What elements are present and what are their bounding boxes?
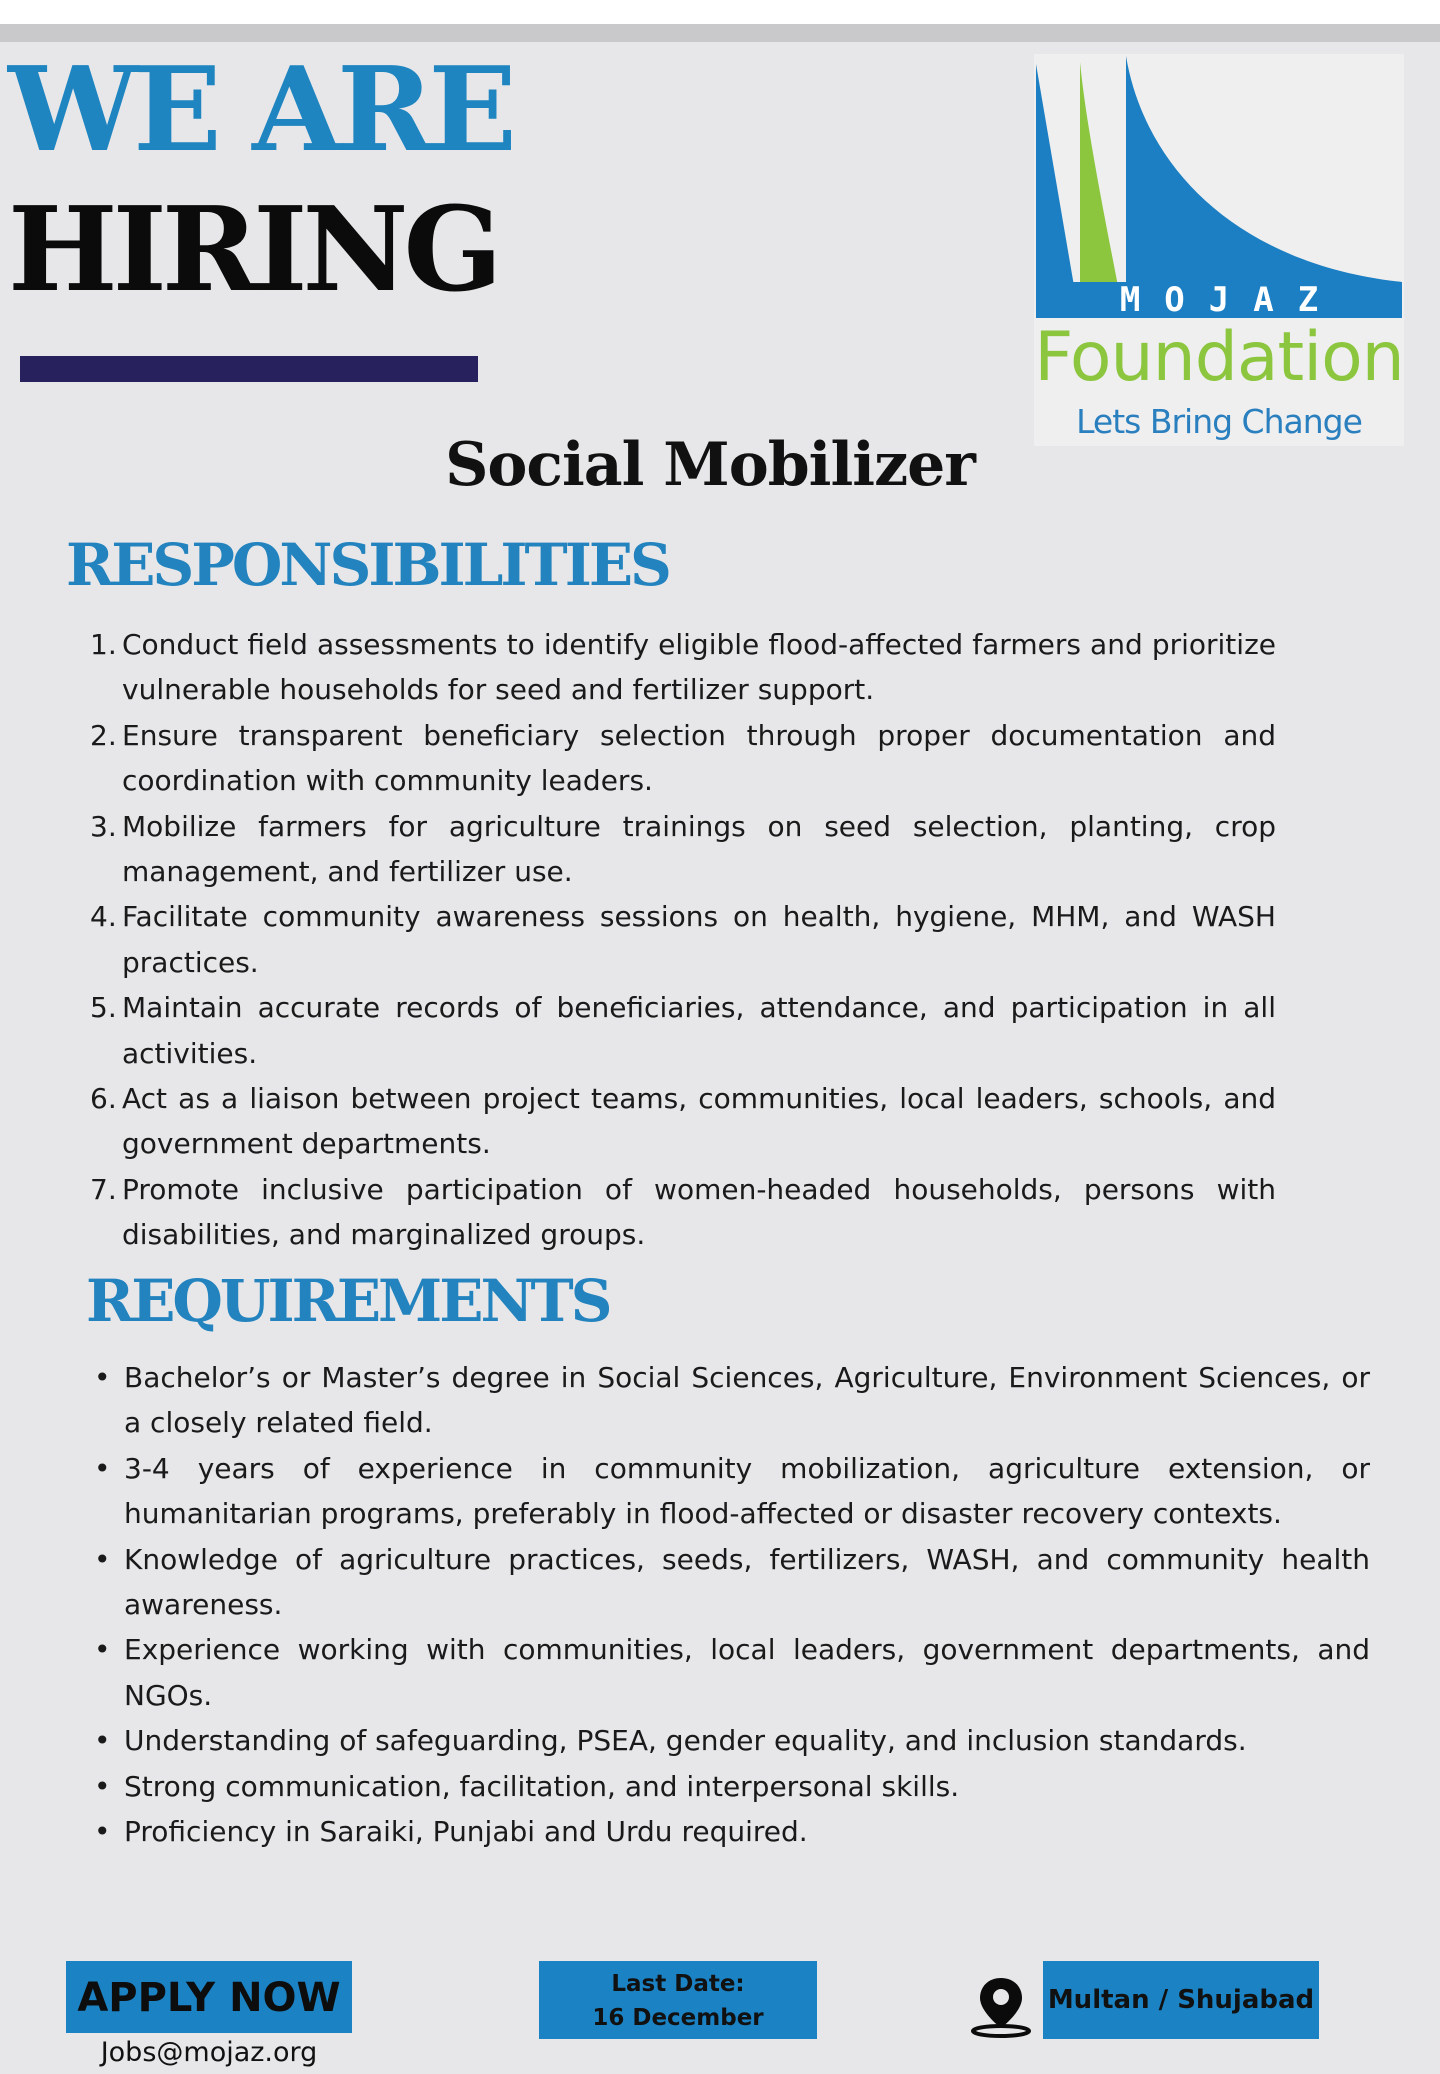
list-item	[90, 894, 1276, 985]
item-text: Facilitate community awareness sessions on health, hygiene, MHM, and WASH practices.	[122, 900, 1276, 979]
list-item	[90, 1076, 1276, 1167]
list-item	[94, 1764, 1370, 1809]
bullet-icon: •	[94, 1633, 111, 1667]
item-text: Proficiency in Saraiki, Punjabi and Urdu required.	[124, 1815, 808, 1849]
bullet-icon: •	[94, 1724, 111, 1758]
headline-underline	[20, 356, 478, 382]
item-text: Experience working with communities, local leaders, government departments, and NGOs.	[124, 1633, 1370, 1712]
bullet-icon: •	[94, 1769, 111, 1803]
item-text: Bachelor’s or Master’s degree in Social Sciences, Agriculture, Environment Sciences, or a closely related field.	[124, 1361, 1370, 1440]
list-item	[90, 1167, 1276, 1258]
logo-mark-icon	[1034, 54, 1404, 286]
item-text: Promote inclusive participation of women-headed households, persons with disabilities, and marginalized groups.	[122, 1172, 1276, 1252]
item-text: Understanding of safeguarding, PSEA, gender equality, and inclusion standards.	[124, 1724, 1247, 1758]
apply-email[interactable]: Jobs@mojaz.org	[100, 2037, 318, 2068]
list-item	[94, 1809, 1370, 1854]
list-item	[94, 1355, 1370, 1446]
item-number: 1.	[90, 628, 117, 661]
item-number: 4.	[90, 900, 117, 934]
bullet-icon: •	[94, 1815, 111, 1849]
requirements-heading: REQUIREMENTS	[86, 1267, 610, 1335]
item-text: 3-4 years of experience in community mobilization, agriculture extension, or humanitarian programs, preferably in flood-affected or disaster recovery contexts.	[124, 1451, 1370, 1531]
item-number: 2.	[90, 718, 117, 752]
item-number: 6.	[90, 1082, 117, 1116]
responsibilities-heading: RESPONSIBILITIES	[66, 531, 669, 599]
list-item	[94, 1537, 1370, 1628]
deadline-box	[539, 1961, 817, 2039]
item-text: Conduct field assessments to identify eligible flood-affected farmers and prioritize vulnerable households for seed and fertilizer support.	[122, 628, 1276, 707]
top-strip	[0, 0, 1440, 24]
item-text: Act as a liaison between project teams, communities, local leaders, schools, and government departments.	[122, 1082, 1276, 1161]
deadline-value: 16 December	[592, 2005, 764, 2031]
bullet-icon: •	[94, 1542, 111, 1576]
item-text: Knowledge of agriculture practices, seeds, fertilizers, WASH, and community health awareness.	[124, 1542, 1370, 1622]
item-text: Mobilize farmers for agriculture trainings on seed selection, planting, crop management, and fertilizer use.	[122, 809, 1276, 889]
top-divider	[0, 24, 1440, 42]
item-text: Ensure transparent beneficiary selection through proper documentation and coordination with community leaders.	[122, 718, 1276, 798]
map-pin-icon	[970, 1974, 1032, 2038]
item-number: 3.	[90, 809, 117, 843]
list-item	[94, 1627, 1370, 1718]
list-item	[94, 1718, 1370, 1763]
logo-tagline: Lets Bring Change	[1076, 402, 1362, 441]
item-text: Maintain accurate records of beneficiaries, attendance, and participation in all activities.	[122, 991, 1276, 1070]
mojaz-foundation-logo	[1034, 54, 1404, 446]
list-item	[90, 985, 1276, 1076]
list-item	[90, 713, 1276, 804]
responsibilities-list	[90, 622, 1276, 1258]
bullet-icon: •	[94, 1361, 111, 1394]
item-text: Strong communication, facilitation, and interpersonal skills.	[124, 1769, 960, 1803]
deadline-label: Last Date:	[611, 1971, 745, 1997]
apply-now-button[interactable]: APPLY NOW	[66, 1961, 352, 2033]
item-number: 5.	[90, 991, 117, 1025]
list-item	[94, 1446, 1370, 1537]
bullet-icon: •	[94, 1451, 111, 1485]
requirements-list	[94, 1355, 1370, 1854]
location-box: Multan / Shujabad	[1043, 1961, 1319, 2039]
headline-we-are: WE ARE	[8, 42, 512, 178]
item-number: 7.	[90, 1172, 117, 1206]
logo-org-name: Foundation	[1034, 318, 1404, 397]
list-item	[90, 804, 1276, 895]
job-title: Social Mobilizer	[445, 430, 975, 500]
list-item	[90, 622, 1276, 713]
headline-hiring: HIRING	[8, 182, 498, 318]
logo-org-short: MOJAZ	[1036, 282, 1402, 318]
